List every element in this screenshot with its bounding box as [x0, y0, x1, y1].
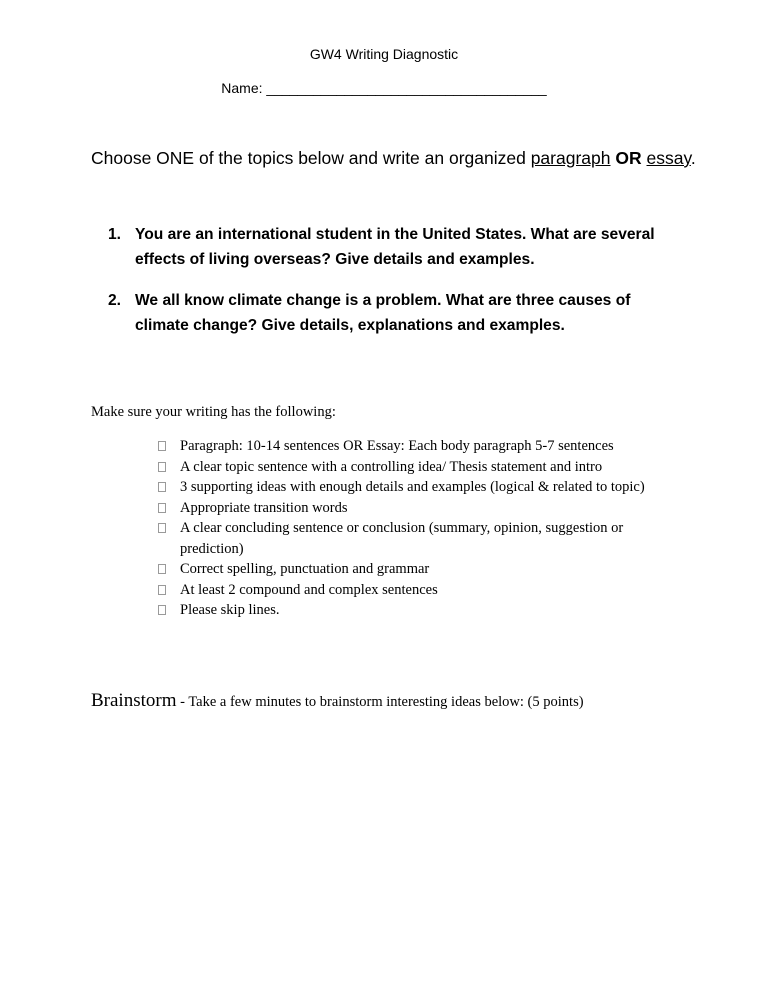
instruction-end: .	[690, 148, 696, 168]
topic-item	[108, 222, 688, 272]
word-or: OR	[615, 148, 642, 168]
checklist-item-text: Correct spelling, punctuation and grammar	[180, 561, 430, 577]
checkbox-icon	[158, 605, 166, 615]
checklist	[158, 436, 658, 621]
checklist-intro: Make sure your writing has the following:	[91, 404, 336, 420]
checkbox-icon	[158, 564, 166, 574]
checkbox-icon	[158, 585, 166, 595]
checklist-item	[158, 436, 658, 457]
brainstorm-section	[91, 690, 584, 712]
checkbox-icon	[158, 441, 166, 451]
checklist-item	[158, 457, 658, 478]
checkbox-icon	[158, 503, 166, 513]
checklist-item	[158, 580, 658, 601]
topic-text: We all know climate change is a problem. What are three causes of climate change? Give details, explanations and examples.	[135, 292, 631, 334]
checklist-item	[158, 559, 658, 580]
checklist-item	[158, 477, 658, 498]
checklist-item-text: Please skip lines.	[180, 602, 280, 618]
checkbox-icon	[158, 462, 166, 472]
topic-number: 1.	[108, 226, 122, 243]
topic-number: 2.	[108, 292, 122, 309]
checklist-item-text: Paragraph: 10-14 sentences OR Essay: Each body paragraph 5-7 sentences	[180, 438, 614, 454]
brainstorm-instructions: - Take a few minutes to brainstorm interesting ideas below: (5 points)	[176, 694, 584, 710]
instruction-text	[91, 148, 696, 169]
page-title: GW4 Writing Diagnostic	[309, 46, 459, 62]
topic-item	[108, 288, 688, 338]
instruction-start: Choose ONE of the topics below and write an organized	[91, 148, 531, 168]
checkbox-icon	[158, 482, 166, 492]
brainstorm-heading: Brainstorm	[91, 690, 177, 711]
checklist-item-text: A clear concluding sentence or conclusion (summary, opinion, suggestion or prediction)	[180, 520, 624, 557]
word-essay: essay	[646, 148, 691, 168]
checklist-item	[158, 498, 658, 519]
topic-text: You are an international student in the United States. What are several effects of living overseas? Give details and examples.	[135, 226, 655, 268]
topic-list	[108, 222, 688, 354]
checklist-item-text: A clear topic sentence with a controlling idea/ Thesis statement and intro	[180, 458, 603, 475]
name-field-label: Name: ____________________________________	[221, 80, 547, 96]
checklist-item-text: Appropriate transition words	[180, 499, 348, 516]
checklist-item-text: 3 supporting ideas with enough details and examples (logical & related to topic)	[180, 479, 645, 495]
checklist-item-text: At least 2 compound and complex sentences	[180, 581, 438, 598]
word-paragraph: paragraph	[530, 148, 611, 168]
checkbox-icon	[158, 523, 166, 533]
checklist-item	[158, 518, 658, 559]
checklist-item	[158, 600, 658, 621]
